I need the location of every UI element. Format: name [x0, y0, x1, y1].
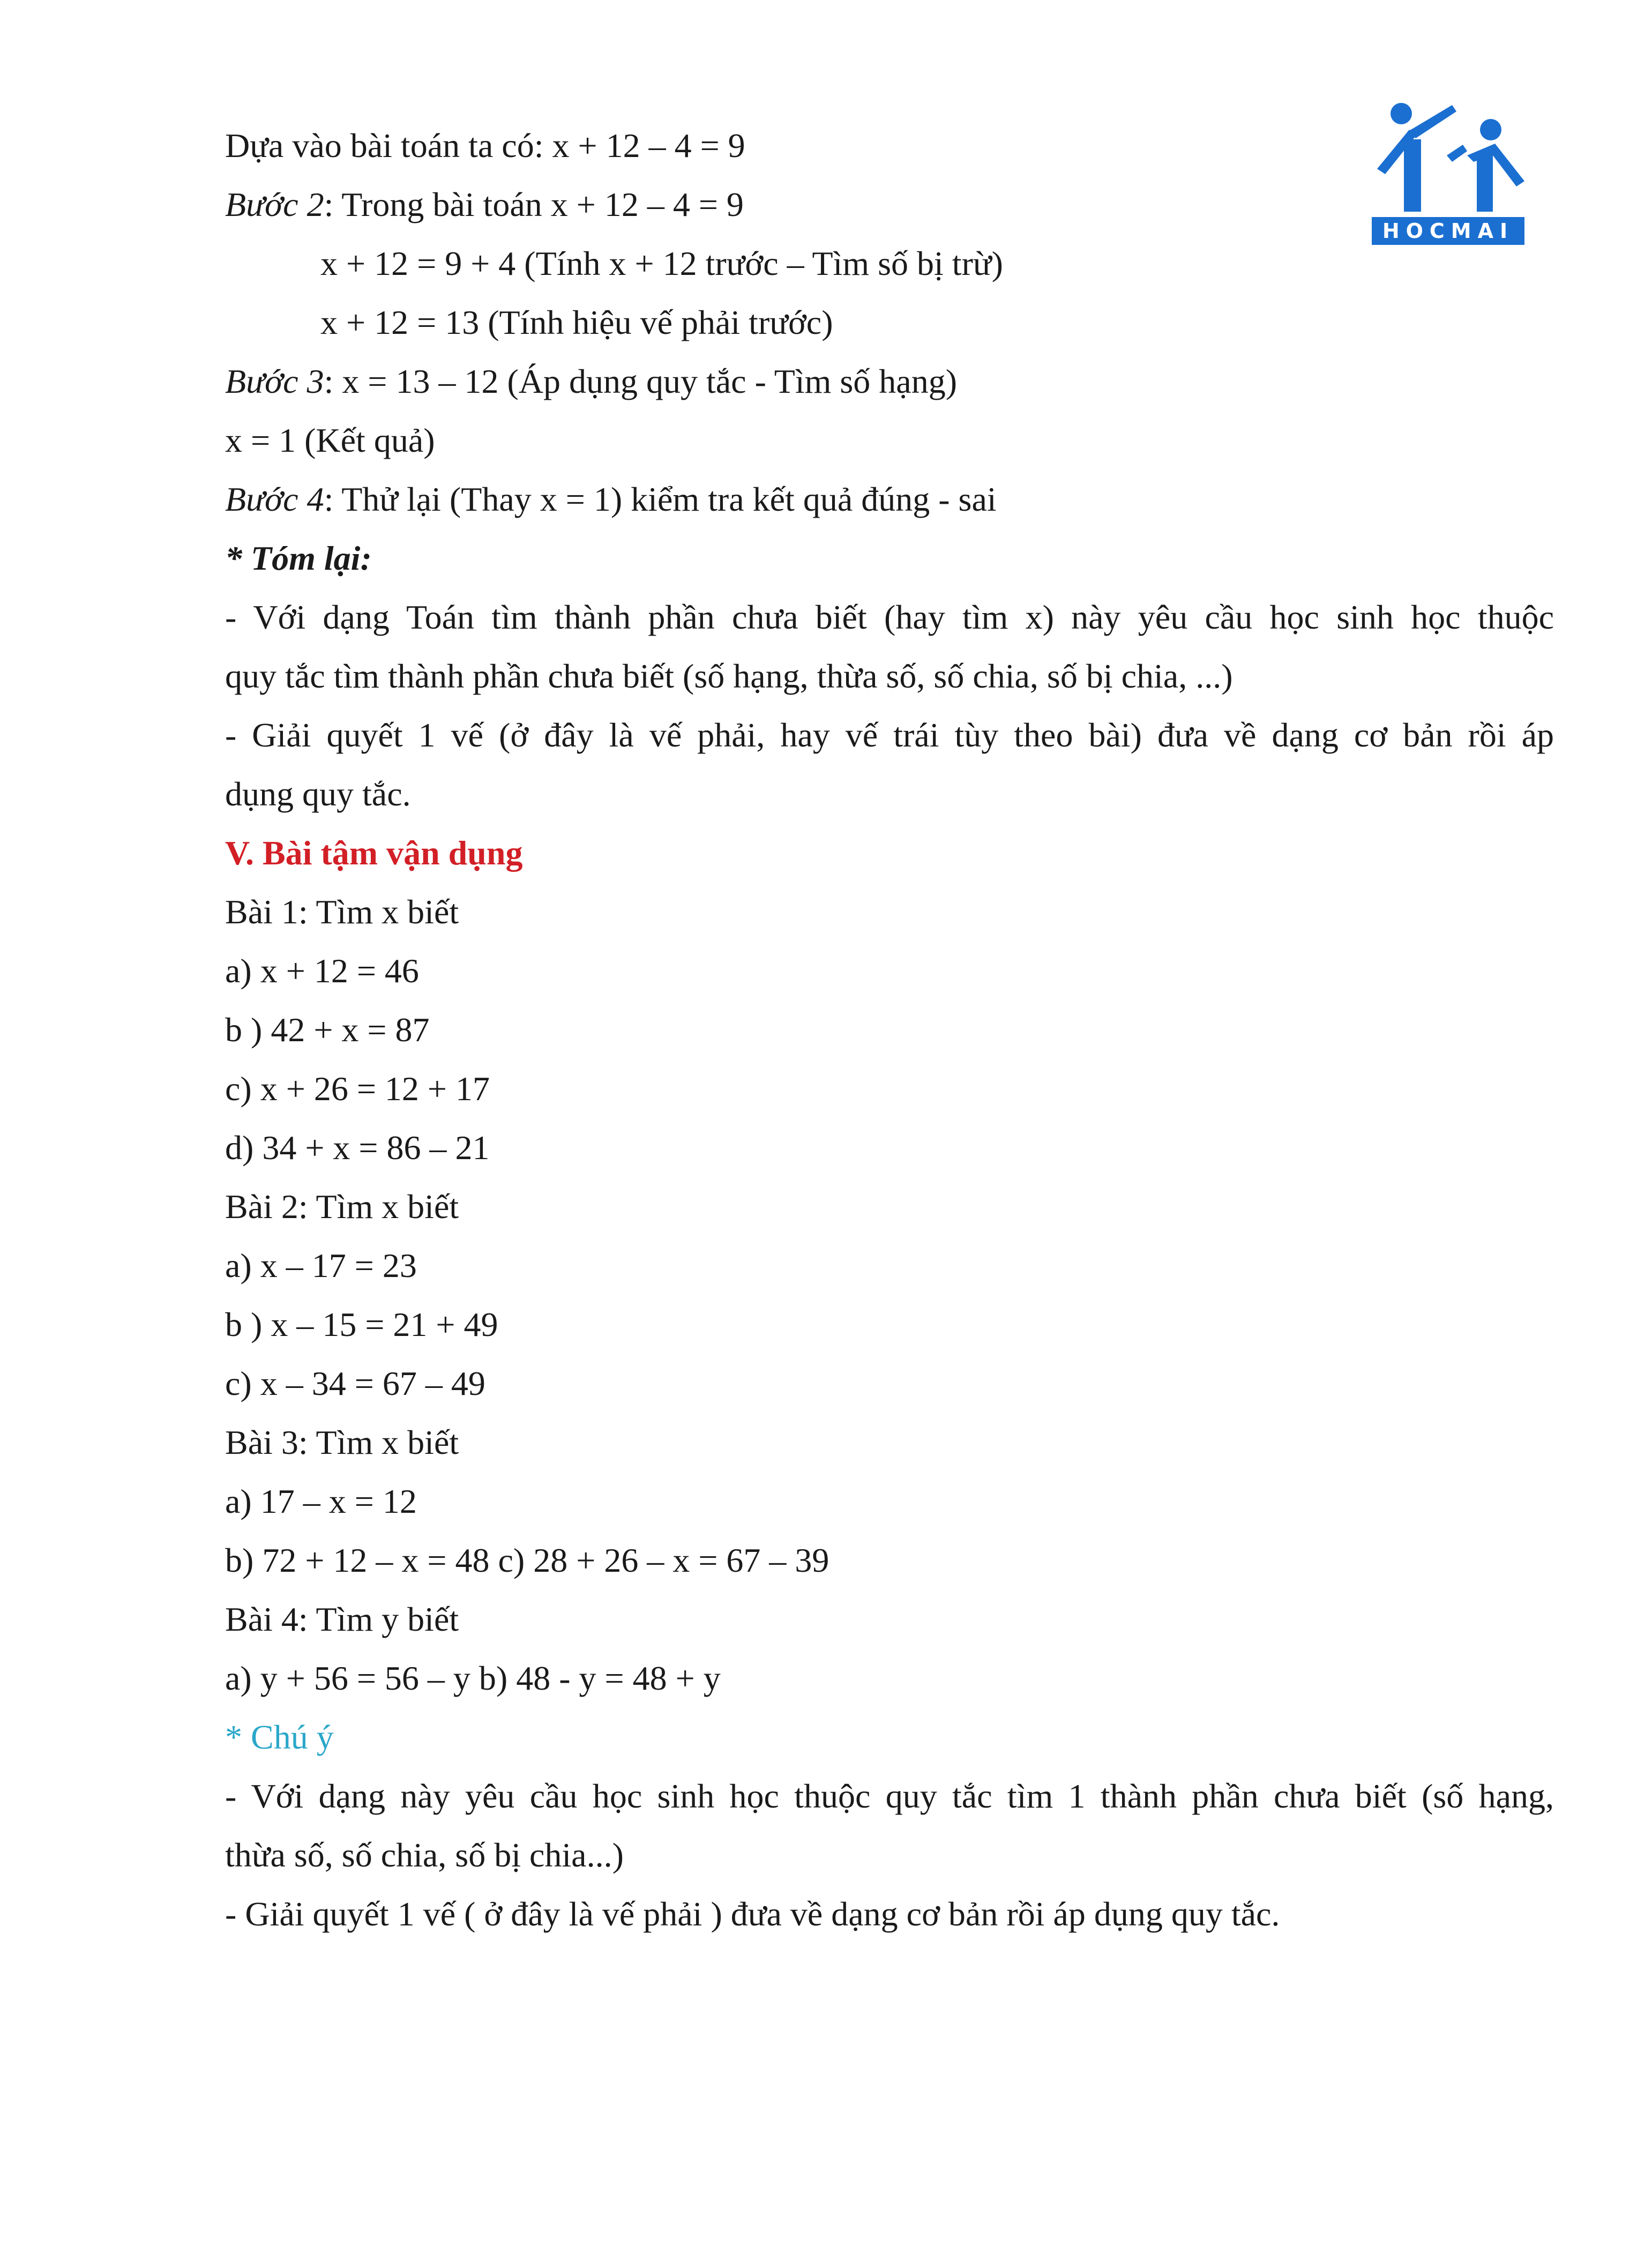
summary-title: * Tóm lại: [225, 539, 372, 577]
step-2-equation-2: x + 12 = 13 (Tính hiệu vế phải trước) [320, 303, 833, 341]
step-2-line [225, 185, 744, 223]
summary-paragraph-2-line-2: dụng quy tắc. [225, 775, 411, 813]
step-2-label: Bước 2 [225, 185, 324, 223]
exercise-2b: b ) x – 15 = 21 + 49 [225, 1305, 498, 1343]
step-4-label: Bước 4 [225, 480, 324, 518]
exercise-2a: a) x – 17 = 23 [225, 1246, 417, 1285]
exercise-1b: b ) 42 + x = 87 [225, 1011, 430, 1049]
exercise-1d: d) 34 + x = 86 – 21 [225, 1129, 490, 1167]
step-4-text: : Thử lại (Thay x = 1) kiểm tra kết quả đúng - sai [324, 480, 997, 518]
section-heading: V. Bài tậm vận dụng [225, 834, 523, 872]
note-title: * Chú ý [225, 1718, 334, 1756]
exercise-3bc: b) 72 + 12 – x = 48 c) 28 + 26 – x = 67 – 39 [225, 1541, 829, 1579]
note-paragraph-2: - Giải quyết 1 vế ( ở đây là vế phải ) đưa về dạng cơ bản rồi áp dụng quy tắc. [225, 1895, 1280, 1933]
summary-paragraph-2-line-1: - Giải quyết 1 vế (ở đây là vế phải, hay vế trái tùy theo bài) đưa về dạng cơ bản rồi áp [225, 716, 1554, 754]
exercise-1a: a) x + 12 = 46 [225, 952, 419, 990]
step-2-text: : Trong bài toán x + 12 – 4 = 9 [324, 185, 744, 223]
step-3-text: : x = 13 – 12 (Áp dụng quy tắc - Tìm số hạng) [324, 362, 957, 400]
result-line: x = 1 (Kết quả) [225, 421, 435, 459]
step-4-line [225, 482, 997, 517]
exercise-2c: c) x – 34 = 67 – 49 [225, 1364, 485, 1402]
logo-wordmark: HOCMAI [1372, 217, 1524, 245]
exercise-1-title: Bài 1: Tìm x biết [225, 893, 459, 931]
summary-paragraph-1-line-2: quy tắc tìm thành phần chưa biết (số hạng, thừa số, số chia, số bị chia, ...) [225, 657, 1233, 695]
step-3-label: Bước 3 [225, 362, 324, 400]
exercise-1c: c) x + 26 = 12 + 17 [225, 1070, 490, 1108]
intro-line: Dựa vào bài toán ta có: x + 12 – 4 = 9 [225, 126, 745, 165]
step-2-equation-1: x + 12 = 9 + 4 (Tính x + 12 trước – Tìm số bị trừ) [320, 244, 1003, 282]
exercise-3a: a) 17 – x = 12 [225, 1482, 417, 1520]
exercise-3-title: Bài 3: Tìm x biết [225, 1423, 459, 1461]
people-logo-icon [1372, 102, 1527, 217]
exercise-4-title: Bài 4: Tìm y biết [225, 1600, 459, 1638]
note-paragraph-1-line-1: - Với dạng này yêu cầu học sinh học thuộc quy tắc tìm 1 thành phần chưa biết (số hạng, [225, 1777, 1554, 1815]
exercise-4ab: a) y + 56 = 56 – y b) 48 - y = 48 + y [225, 1659, 721, 1697]
hocmai-logo [1372, 102, 1527, 247]
step-3-line [225, 364, 957, 399]
summary-paragraph-1-line-1: - Với dạng Toán tìm thành phần chưa biết (hay tìm x) này yêu cầu học sinh học thuộc [225, 598, 1554, 636]
exercise-2-title: Bài 2: Tìm x biết [225, 1188, 459, 1226]
note-paragraph-1-line-2: thừa số, số chia, số bị chia...) [225, 1836, 624, 1874]
